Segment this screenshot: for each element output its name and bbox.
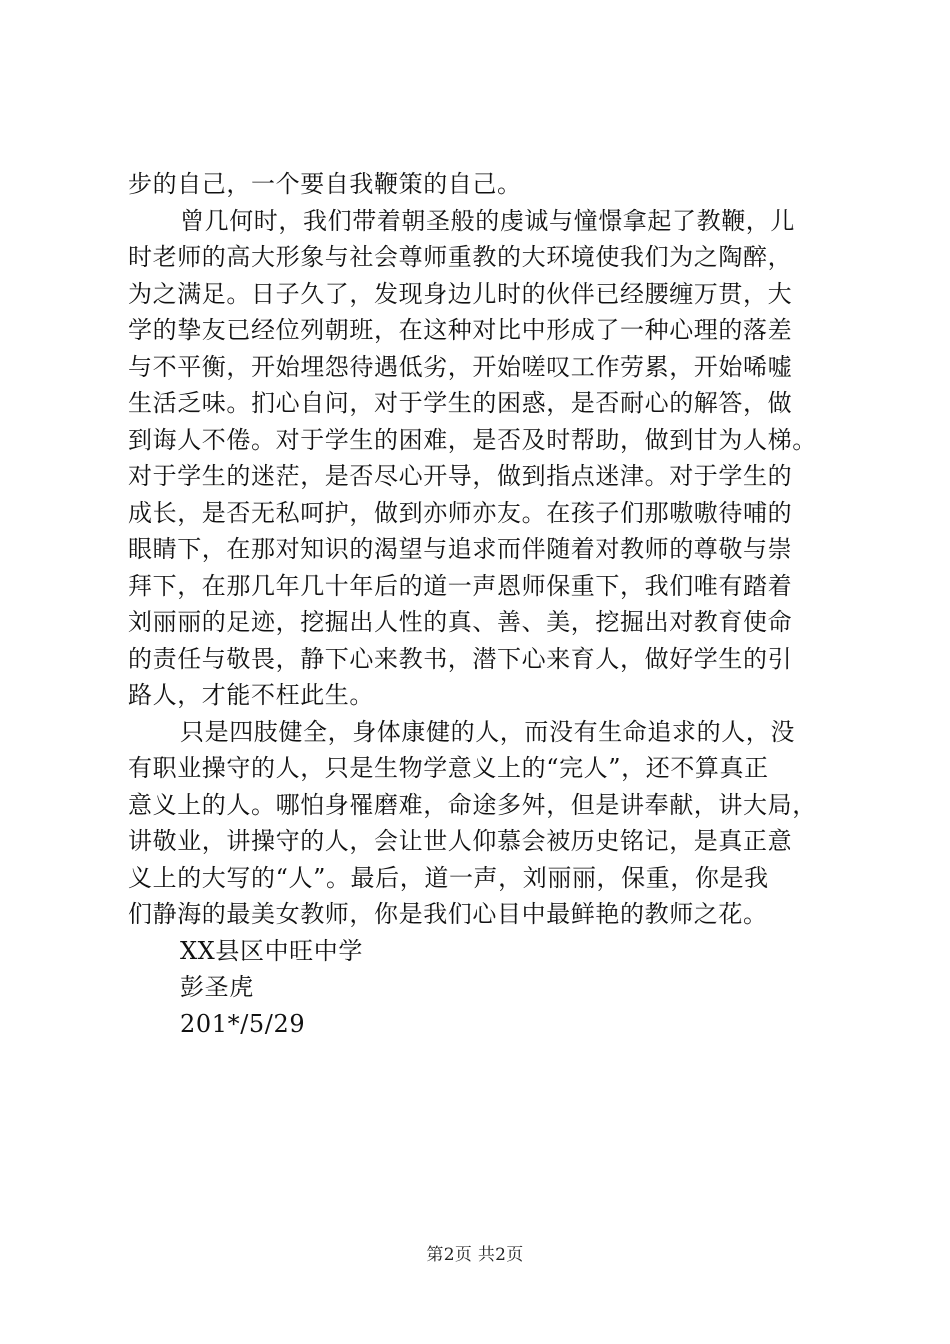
text-line: 对于学生的迷茫，是否尽心开导，做到指点迷津。对于学生的 <box>128 462 793 490</box>
text-line: 生活乏味。扪心自问，对于学生的困惑，是否耐心的解答，做 <box>128 389 793 417</box>
text-line: 为之满足。日子久了，发现身边儿时的伙伴已经腰缠万贯，大 <box>128 279 793 308</box>
text-line: 义上的大写的“人”。最后，道一声，刘丽丽，保重，你是我 <box>128 863 769 892</box>
text-line: 时老师的高大形象与社会尊师重教的大环境使我们为之陶醉， <box>128 243 793 271</box>
text-line: 学的挚友已经位列朝班，在这种对比中形成了一种心理的落差 <box>128 316 793 344</box>
text-line: 与不平衡，开始埋怨待遇低劣，开始嗟叹工作劳累，开始唏嘘 <box>128 352 793 381</box>
text-line: 拜下，在那几年几十年后的道一声恩师保重下，我们唯有踏着 <box>128 571 793 600</box>
text-line: 到诲人不倦。对于学生的困难，是否及时帮助，做到甘为人梯。 <box>128 425 817 454</box>
text-line: 路人，才能不枉此生。 <box>128 681 374 709</box>
text-line: 步的自己，一个要自我鞭策的自己。 <box>128 170 522 198</box>
text-line: 眼睛下，在那对知识的渴望与追求而伴随着对教师的尊敬与崇 <box>128 535 793 563</box>
text-line: 有职业操守的人，只是生物学意义上的“完人”，还不算真正 <box>128 754 769 782</box>
paragraph-start-line: 曾几何时，我们带着朝圣般的虔诚与憧憬拿起了教鞭，儿 <box>180 206 795 235</box>
signature-date: 201*/5/29 <box>180 1009 306 1038</box>
text-line: 意义上的人。哪怕身罹磨难，命途多舛，但是讲奉献，讲大局， <box>128 790 817 819</box>
text-line: 的责任与敬畏，静下心来教书，潜下心来育人，做好学生的引 <box>128 644 793 673</box>
text-line: 讲敬业，讲操守的人，会让世人仰慕会被历史铭记，是真正意 <box>128 827 793 855</box>
document-body <box>128 166 828 1042</box>
text-line: 们静海的最美女教师，你是我们心目中最鲜艳的教师之花。 <box>128 900 768 928</box>
text-line: 刘丽丽的足迹，挖掘出人性的真、善、美，挖掘出对教育使命 <box>128 608 793 636</box>
paragraph-start-line: 只是四肢健全，身体康健的人，而没有生命追求的人，没 <box>180 717 795 746</box>
text-line: 成长，是否无私呵护，做到亦师亦友。在孩子们那嗷嗷待哺的 <box>128 498 793 527</box>
page-number-footer: 第2页 共2页 <box>426 1245 524 1265</box>
signature-author: 彭圣虎 <box>180 973 254 1001</box>
signature-school: XX县区中旺中学 <box>180 936 363 965</box>
